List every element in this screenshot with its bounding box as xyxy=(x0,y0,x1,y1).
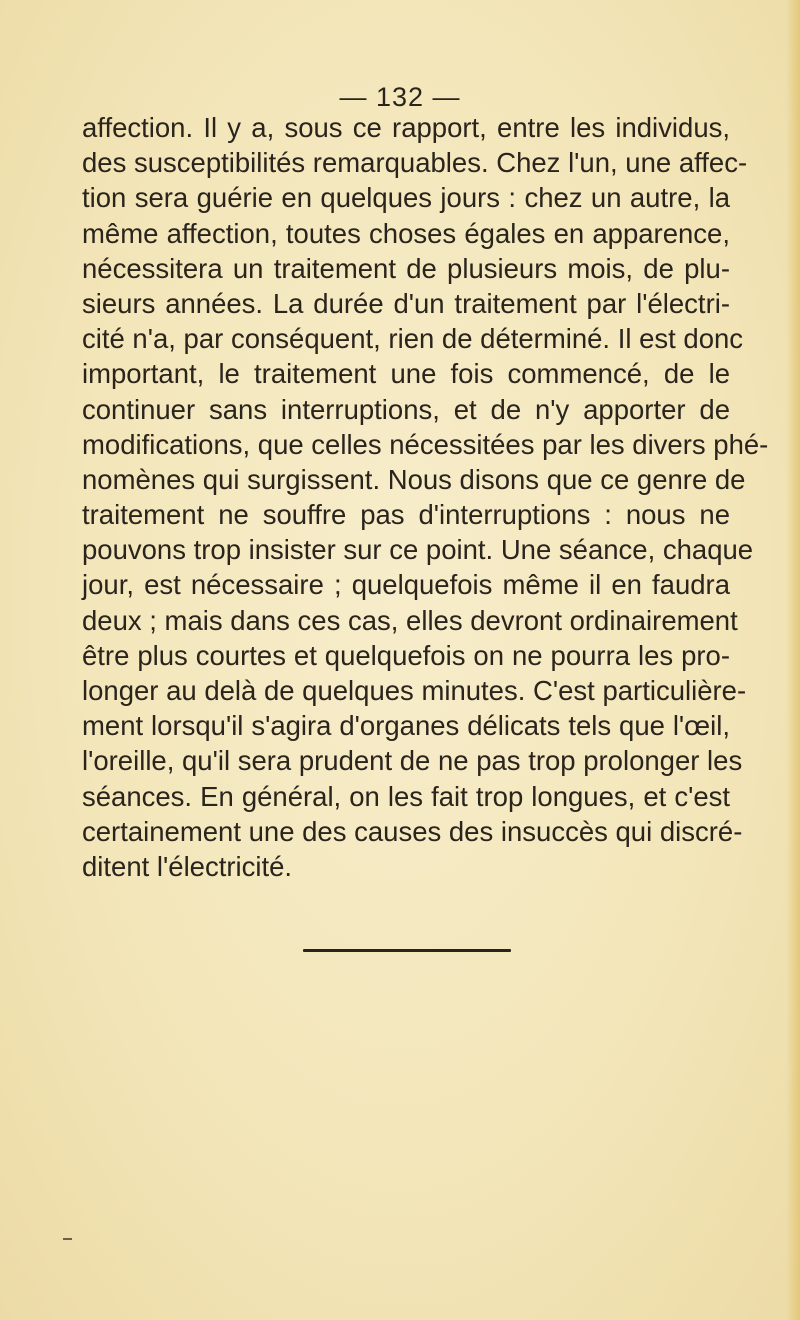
text-line: ment lorsqu'il s'agira d'organes délicats tels que l'œil, xyxy=(82,710,730,742)
body-paragraph xyxy=(82,110,769,884)
text-line: tion sera guérie en quelques jours : chez un autre, la xyxy=(82,182,730,214)
text-line-last: ditent l'électricité. xyxy=(82,850,293,882)
text-line: jour, est nécessaire ; quelquefois même il en faudra xyxy=(82,569,730,601)
end-rule xyxy=(303,949,511,952)
text-line: important, le traitement une fois commencé, de le xyxy=(82,358,730,390)
page-edge-shadow xyxy=(786,0,800,1320)
text-line: même affection, toutes choses égales en apparence, xyxy=(82,217,730,249)
text-line: continuer sans interruptions, et de n'y apporter de xyxy=(82,393,730,425)
text-line: nomènes qui surgissent. Nous disons que ce genre de xyxy=(82,463,746,495)
text-line: cité n'a, par conséquent, rien de déterminé. Il est donc xyxy=(82,323,744,355)
text-line: sieurs années. La durée d'un traitement par l'électri- xyxy=(82,287,730,319)
text-line: affection. Il y a, sous ce rapport, entre les individus, xyxy=(82,112,730,143)
text-line: traitement ne souffre pas d'interruptions : nous ne xyxy=(82,499,730,531)
page-number: — 132 — xyxy=(339,82,461,112)
text-line: pouvons trop insister sur ce point. Une séance, chaque xyxy=(82,534,754,566)
print-speck xyxy=(63,1238,72,1240)
text-line: l'oreille, qu'il sera prudent de ne pas trop prolonger les xyxy=(82,745,743,777)
text-line: être plus courtes et quelquefois on ne pourra les pro- xyxy=(82,639,730,671)
text-line: séances. En général, on les fait trop longues, et c'est xyxy=(82,780,730,812)
text-line: modifications, que celles nécessitées par les divers phé- xyxy=(82,428,769,460)
text-line: longer au delà de quelques minutes. C'est particulière- xyxy=(82,675,747,706)
text-line: certainement une des causes des insuccès qui discré- xyxy=(82,815,743,847)
text-line: deux ; mais dans ces cas, elles devront ordinairement xyxy=(82,604,738,636)
text-line: des susceptibilités remarquables. Chez l'un, une affec- xyxy=(82,147,748,179)
text-line: nécessitera un traitement de plusieurs mois, de plu- xyxy=(82,252,730,284)
